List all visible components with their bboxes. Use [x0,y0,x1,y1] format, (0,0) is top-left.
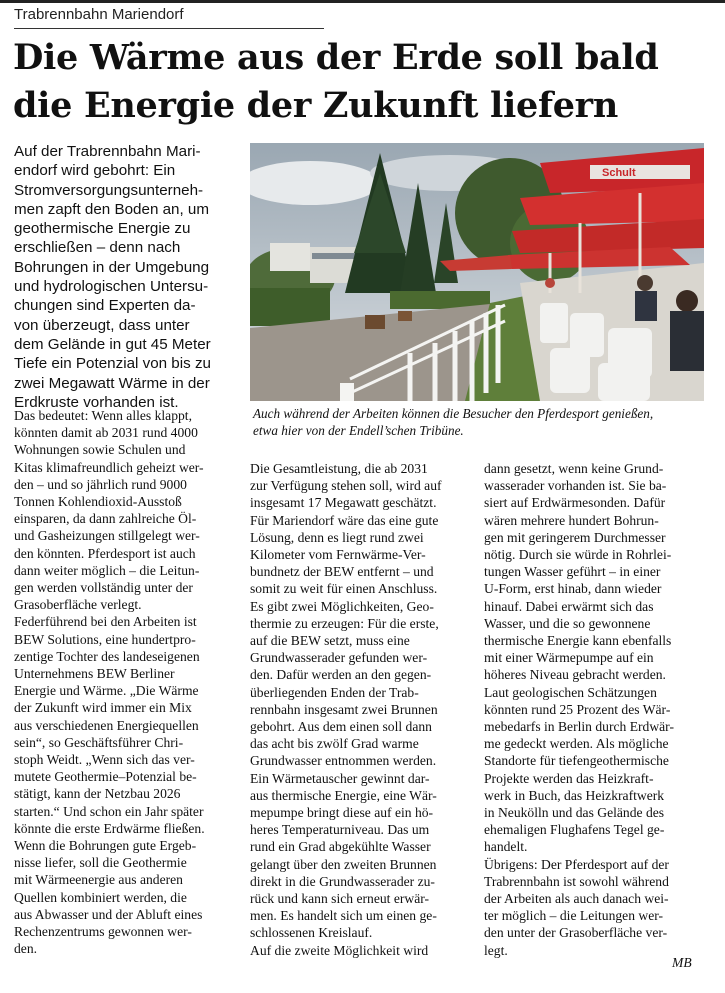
body-column-1: Das bedeutet: Wenn alles klappt, könnten damit ab 2031 rund 4000 Wohnungen sowie Schulen und Kitas klimafreundlich geheizt wer- den – und so jährlich rund 9000 Tonnen Kohlendioxid-Ausstoß einsparen, da dann zahlreiche Öl- und Gasheizungen stillgelegt wer- den könnten. Pferdesport ist auch dann weiter möglich – die Leitun- gen werden vollständig unter der Grasoberfläche verlegt. Federführend bei den Arbeiten ist BEW Solutions, eine hundertpro- zentige Tochter des landeseigenen Unternehmens BEW Berliner Energie und Wärme. „Die Wärme der Zukunft wird immer ein Mix aus verschiedenen Energiequellen sein“, so Geschäftsführer Chri- stoph Weidt. „Wenn sich das ver- mutete Geothermie–Potenzial be- stätigt, kann der Netzbau 2026 starten.“ Und schon ein Jahr später könnte die erste Erdwärme fließen. Wenn die Bohrungen gute Ergeb- nisse liefer, soll die Geothermie mit Wärmeenergie aus anderen Quellen kombiniert werden, die aus Abwasser und der Abluft eines Rechenzentrums gewonnen wer- den. [14,408,205,957]
body-column-3: dann gesetzt, wenn keine Grund- wasserader vorhanden ist. Sie ba- siert auf Erdwärmesonden. Dafür wären mehrere hundert Bohrun- gen mit geringerem Durchmesser nötig. Durch sie würde in Rohrlei- tungen Wasser geführt – in einer U-Form, erst hinab, dann wieder hinauf. Dabei erwärmt sich das Wasser, und die so gewonnene thermische Energie kann ebenfalls mit einer Wärmepumpe auf ein höheres Niveau gebracht werden. Laut geologischen Schätzungen könnten rund 25 Prozent des Wär- mebedarfs in Berlin durch Erdwär- me gedeckt werden. Als mögliche Standorte für tiefengeothermische Projekte werden das Heizkraft- werk in Buch, das Heizkraftwerk in Neukölln und das Gelände des ehemaligen Flughafens Tegel ge- handelt. Übrigens: Der Pferdesport auf der Trabrennbahn ist sowohl während der Arbeiten als auch danach wei- ter möglich – die Leitungen wer- den unter der Grasoberfläche ver- legt. [484,461,674,958]
headline-text: Die Wärme aus der Erde soll bald die Energie der Zukunft liefern [13,37,659,126]
umbrella-text: Schult [602,167,636,179]
photo-caption: Auch während der Arbeiten können die Besucher den Pferdesport genießen, etwa hier von der Endell’schen Tribüne. [253,406,654,438]
body-column-2: Die Gesamtleistung, die ab 2031 zur Verfügung stehen soll, wird auf insgesamt 17 Megawatt geschätzt. Für Mariendorf wäre das eine gute Lösung, denn es liegt rund zwei Kilometer vom Fernwärme-Ver- bundnetz der BEW entfernt – und somit zu weit für einen Anschluss. Es gibt zwei Möglichkeiten, Geo- thermie zu erzeugen: Für die erste, auf die BEW setzt, muss eine Grundwasserader gefunden wer- den. Dafür werden an den gegen- überliegenden Enden der Trab- rennbahn insgesamt zwei Brunnen gebohrt. Aus dem einen soll dann das acht bis zwölf Grad warme Grundwasser entnommen werden. Ein Wärmetauscher gewinnt dar- aus thermische Energie, eine Wär- mepumpe bringt diese auf ein hö- heres Temperaturniveau. Das um rund ein Grad abgekühlte Wasser gelangt über den zweiten Brunnen direkt in die Grundwasserader zu- rück und kann sich erneut erwär- men. Es handelt sich um einen ge- schlossenen Kreislauf. Auf die zweite Möglichkeit wird [250,461,442,958]
headline [13,34,713,130]
rubric-divider [14,28,324,29]
racetrack-tribune-photo [250,143,704,401]
top-rule [0,0,725,3]
author-initials: MB [672,955,692,970]
section-rubric: Trabrennbahn Mariendorf [14,6,184,23]
article-photo [250,143,704,401]
lead-paragraph: Auf der Trabrennbahn Mari- endorf wird gebohrt: Ein Stromversorgungsunterneh- men zapft den Boden an, um geothermische Energie zu erschließen – denn nach Bohrungen in der Umgebung und hydrologischen Untersu- chungen sind Experten da- von überzeugt, dass unter dem Gelände in gut 45 Meter Tiefe ein Potenzial von bis zu zwei Megawatt Wärme in der Erdkruste vorhanden ist. [14,143,211,411]
